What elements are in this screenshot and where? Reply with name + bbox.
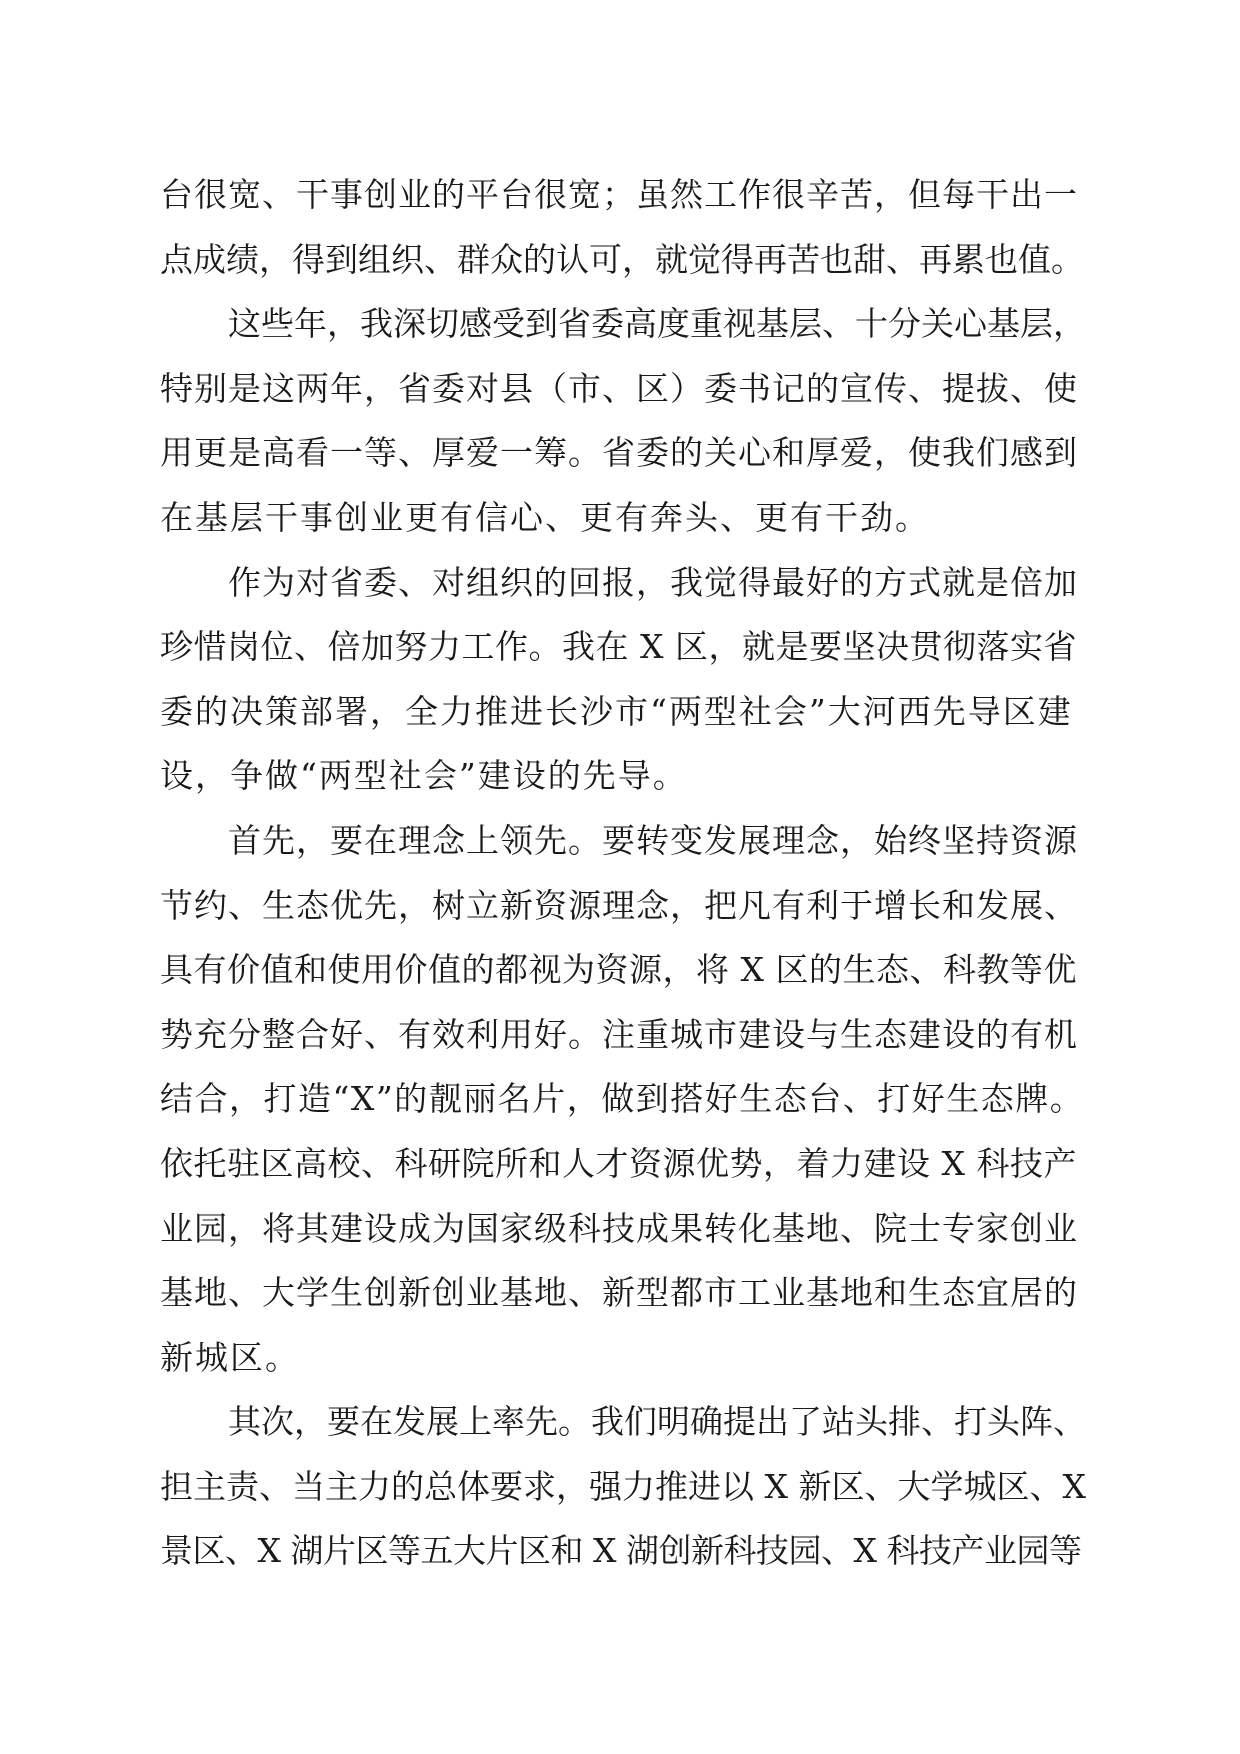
text-line: 势充分整合好、有效利用好。注重城市建设与生态建设的有机 (160, 1014, 1078, 1054)
text-line: 这些年，我深切感受到省委高度重视基层、十分关心基层， (228, 304, 1086, 344)
text-line: 节约、生态优先，树立新资源理念，把凡有利于增长和发展、 (160, 885, 1078, 925)
text-line: 担主责、当主力的总体要求，强力推进以 X 新区、大学城区、X (160, 1466, 1086, 1506)
text-line: 依托驻区高校、科研院所和人才资源优势，着力建设 X 科技产 (160, 1143, 1077, 1183)
text-line: 设，争做“两型社会”建设的先导。 (160, 756, 688, 796)
text-line: 在基层干事创业更有信心、更有奔头、更有干劲。 (160, 497, 930, 537)
text-line: 景区、X 湖片区等五大片区和 X 湖创新科技园、X 科技产业园等 (160, 1531, 1082, 1571)
text-line: 具有价值和使用价值的都视为资源，将 X 区的生态、科教等优 (160, 950, 1077, 990)
text-line: 其次，要在发展上率先。我们明确提出了站头排、打头阵、 (228, 1402, 1086, 1442)
text-line: 作为对省委、对组织的回报，我觉得最好的方式就是倍加 (228, 562, 1078, 602)
text-line: 台很宽、干事创业的平台很宽；虽然工作很辛苦，但每干出一 (160, 175, 1078, 214)
text-line: 基地、大学生创新创业基地、新型都市工业基地和生态宜居的 (160, 1273, 1078, 1313)
text-line: 业园，将其建设成为国家级科技成果转化基地、院士专家创业 (160, 1208, 1078, 1248)
document-body (160, 163, 1090, 1584)
text-line: 委的决策部署，全力推进长沙市“两型社会”大河西先导区建 (160, 691, 1073, 731)
text-line: 新城区。 (160, 1337, 300, 1377)
text-line: 用更是高看一等、厚爱一筹。省委的关心和厚爱，使我们感到 (160, 433, 1078, 473)
text-line: 点成绩，得到组织、群众的认可，就觉得再苦也甜、再累也值。 (160, 239, 1084, 279)
text-line: 首先，要在理念上领先。要转变发展理念，始终坚持资源 (228, 820, 1078, 860)
text-line: 珍惜岗位、倍加努力工作。我在 X 区，就是要坚决贯彻落实省 (160, 627, 1077, 667)
text-line: 结合，打造“X”的靓丽名片，做到搭好生态台、打好生态牌。 (160, 1079, 1085, 1119)
text-line: 特别是这两年，省委对县（市、区）委书记的宣传、提拔、使 (160, 368, 1078, 408)
